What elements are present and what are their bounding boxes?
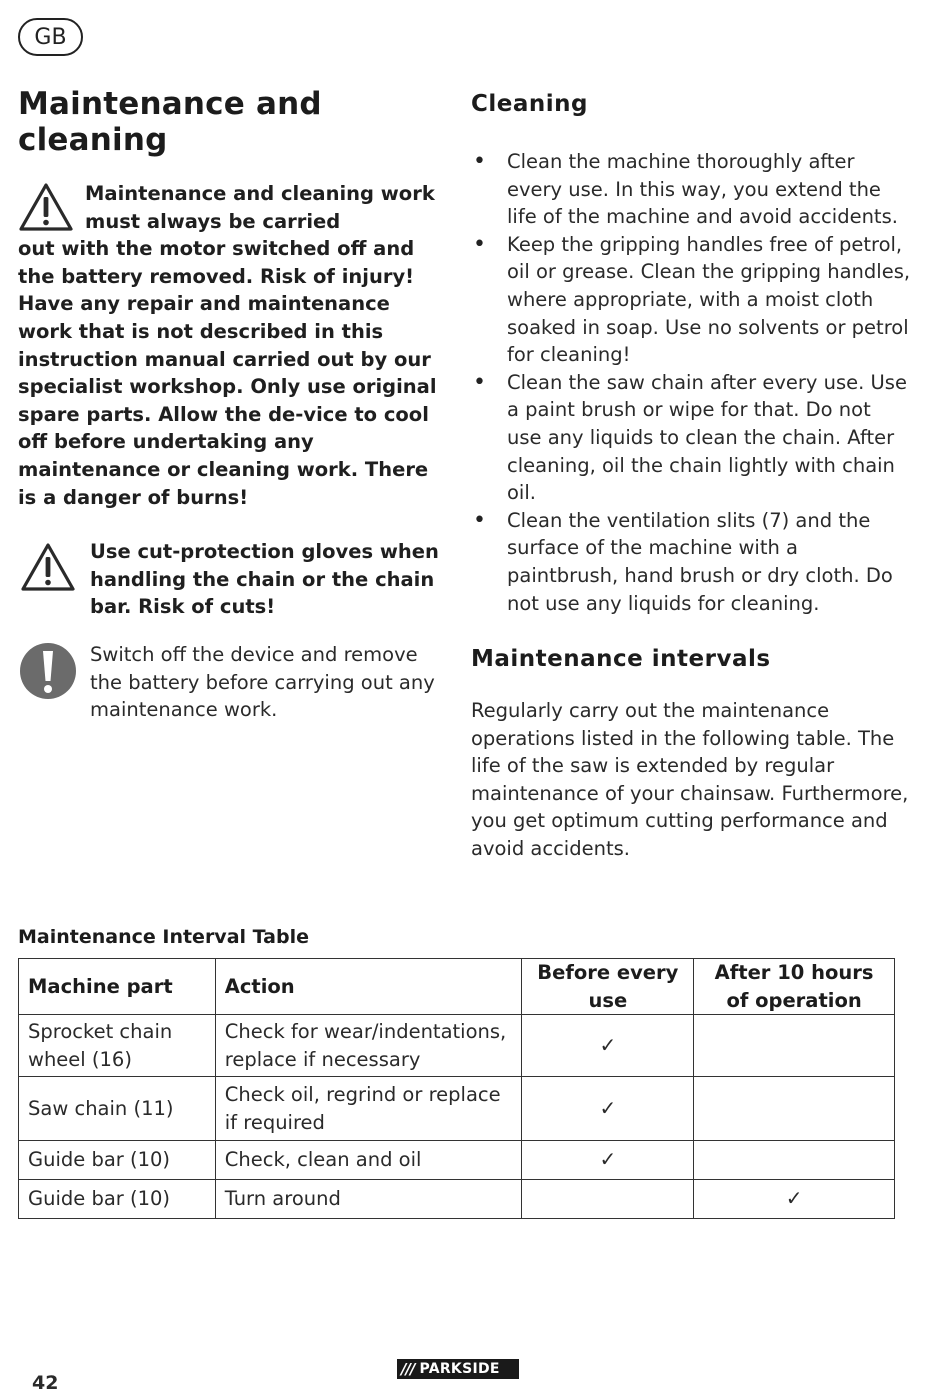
page-number: 42 [32, 1372, 59, 1394]
cell-after-check [694, 1015, 895, 1077]
intervals-paragraph: Regularly carry out the maintenance operations listed in the following table. The life of the saw is extended by regular maintenance of your chainsaw. Furthermore, you get optimum cutting performance and avoid accidents. [471, 699, 909, 861]
exclamation-circle-icon [18, 641, 78, 701]
header-after-10-hours: After 10 hours of operation [694, 959, 895, 1015]
cell-part: Guide bar (10) [19, 1180, 216, 1219]
maintenance-table [18, 958, 895, 1219]
header-action: Action [215, 959, 522, 1015]
left-column [18, 86, 448, 724]
list-item: • Keep the gripping handles free of petrol, oil or grease. Clean the gripping handles, where appropriate, with a moist cloth soaked in soap. Use no solvents or petrol for cleaning! [471, 231, 911, 369]
cell-after-check [694, 1141, 895, 1180]
cleaning-list [471, 148, 911, 617]
intervals-heading: Maintenance intervals [471, 646, 771, 673]
table-row [19, 1180, 895, 1219]
warning-block-cuts [18, 538, 448, 621]
cell-before-check: ✓ [522, 1015, 694, 1077]
cell-after-check [694, 1077, 895, 1141]
cell-action: Turn around [215, 1180, 522, 1219]
cell-part: Guide bar (10) [19, 1141, 216, 1180]
table-row [19, 1141, 895, 1180]
cell-part: Sprocket chain wheel (16) [19, 1015, 216, 1077]
cell-before-check [522, 1180, 694, 1219]
table-header-row [19, 959, 895, 1015]
logo-slashes: /// [401, 1360, 415, 1378]
warning-triangle-icon [18, 542, 78, 592]
warning-triangle-icon [18, 182, 74, 232]
note-text: Switch off the device and remove the battery before carrying out any maintenance work. [90, 642, 435, 722]
parkside-logo [397, 1359, 519, 1379]
list-item: • Clean the ventilation slits (7) and the surface of the machine with a paintbrush, hand brush or dry cloth. Do not use any liquids for cleaning. [471, 507, 911, 617]
note-block [18, 641, 448, 724]
cell-after-check: ✓ [694, 1180, 895, 1219]
cell-action: Check for wear/indentations, replace if necessary [215, 1015, 522, 1077]
table-row [19, 1015, 895, 1077]
cell-part: Saw chain (11) [19, 1077, 216, 1141]
list-item: • Clean the machine thoroughly after every use. In this way, you extend the life of the machine and avoid accidents. [471, 148, 911, 231]
table-title: Maintenance Interval Table [18, 926, 309, 948]
header-machine-part: Machine part [19, 959, 216, 1015]
page-title: Maintenance and cleaning [18, 86, 322, 158]
warning-text-first: Maintenance and cleaning work must always be carried [85, 182, 435, 233]
cell-action: Check oil, regrind or replace if required [215, 1077, 522, 1141]
cell-before-check: ✓ [522, 1141, 694, 1180]
list-item: • Clean the saw chain after every use. Use a paint brush or wipe for that. Do not use any liquids to clean the chain. After cleaning, oil the chain lightly with chain oil. [471, 369, 911, 507]
logo-brand: PARKSIDE [419, 1361, 500, 1377]
language-badge: GB [18, 18, 83, 56]
warning-text-cuts: Use cut-protection gloves when handling the chain or the chain bar. Risk of cuts! [90, 540, 439, 619]
right-column [471, 90, 911, 863]
header-before-every-use: Before every use [522, 959, 694, 1015]
cell-before-check: ✓ [522, 1077, 694, 1141]
cell-action: Check, clean and oil [215, 1141, 522, 1180]
warning-block-injury [18, 180, 448, 511]
warning-text-rest: out with the motor switched off and the battery removed. Risk of injury! Have any repair and maintenance work that is not described in this instruction manual carried out by our specialist workshop. Only use original spare parts. Allow the de-vice to cool off before undertaking any maintenance or cleaning work. There is a danger of burns! [18, 237, 437, 509]
cleaning-heading: Cleaning [471, 91, 588, 117]
table-row [19, 1077, 895, 1141]
